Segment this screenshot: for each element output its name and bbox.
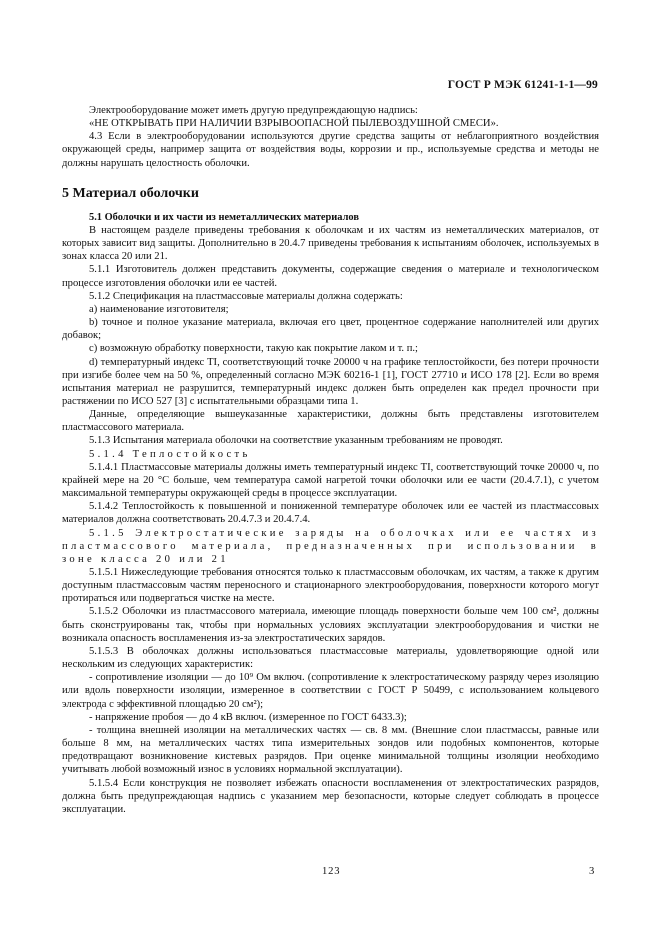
paragraph: 5.1.5.2 Оболочки из пластмассового материала, имеющие площадь поверхности больше чем 100 см², должны быть сконструированы так, чтобы при нормальных условиях эксплуатации электрооборудования и чистки не возникала опасность воспламенения из-за электростатических зарядов. (62, 606, 599, 644)
list-item: а) наименование изготовителя; (89, 303, 229, 315)
paragraph: 5.1.3 Испытания материала оболочки на соответствие указанным требованиям не проводят. (89, 435, 503, 447)
subsection-title: 5.1 Оболочки и их части из неметаллических материалов (89, 211, 359, 223)
paragraph: Электрооборудование может иметь другую предупреждающую надпись: (89, 105, 418, 116)
paragraph: 5.1.5.1 Нижеследующие требования относятся только к пластмассовым оболочкам, их частям, а также к другим доступным пластмассовым частям переносного и стационарного электрооборудования, поверхности которого могут протираться или подвергаться чистке на месте. (62, 567, 599, 605)
document-header: ГОСТ Р МЭК 61241-1-1—99 (447, 79, 598, 91)
paragraph: 4.3 Если в электрооборудовании используются другие средства защиты от неблагоприятного воздействия окружающей среды, например защита от воздействия воды, коррозии и пр., используемые средства и методы не должны нарушать целостность оболочки. (62, 131, 599, 169)
paragraph: 5.1.5.4 Если конструкция не позволяет избежать опасности воспламенения от электростатических разрядов, должна быть предупреждающая надпись с указанием мер безопасности, которые следует соблюдать в процессе эксплуатации. (62, 777, 599, 815)
paragraph: 5.1.1 Изготовитель должен представить документы, содержащие сведения о материале и технологическом процессе изготовления оболочки или ее частей. (62, 264, 599, 289)
list-item: - напряжение пробоя — до 4 кВ включ. (измеренное по ГОСТ 6433.3); (89, 711, 407, 723)
paragraph: 5.1.2 Спецификация на пластмассовые материалы должна содержать: (89, 290, 403, 302)
page-number: 3 (589, 866, 595, 877)
document-body (62, 104, 599, 816)
list-item: b) точное и полное указание материала, включая его цвет, процентное содержание наполнителей или других добавок; (62, 317, 599, 342)
paragraph: 5.1.5.3 В оболочках должны использоваться пластмассовые материалы, удовлетворяющие одной или нескольким из следующих характеристик: (62, 645, 599, 671)
clause-title: 5.1.5 Электростатические заряды на оболочках или ее частях из пластмассового материала, предназначенных при использовании в зоне класса 20 или 21 (62, 527, 599, 565)
list-item: - толщина внешней изоляции на металлических частях — св. 8 мм. (Внешние слои пластмассы, равные или больше 8 мм, на металлических частях типа измерительных зондов или подобных компонентов, которые предотвращают возникновение кистевых разрядов. При оценке минимальной толщины изоляции необходимо учитывать любой возможный износ в условиях нормальной эксплуатации). (62, 724, 599, 776)
list-item: - сопротивление изоляции — до 10⁹ Ом включ. (сопротивление к электростатическому разряду через изоляцию или вдоль поверхности изоляции, измеренное в соответствии с ГОСТ Р 50499, с использованием кольцевого электрода с эффективной площадью 20 см²); (62, 672, 599, 710)
paragraph: 5.1.4.2 Теплостойкость к повышенной и пониженной температуре оболочек или ее частей из пластмассовых материалов должна соответствовать 20.4.7.3 и 20.4.7.4. (62, 501, 599, 526)
section-title: 5 Материал оболочки (62, 185, 199, 201)
paragraph: 5.1.4.1 Пластмассовые материалы должны иметь температурный индекс TI, соответствующий точке 20000 ч, по крайней мере на 20 °С больше, чем температура самой нагретой точки оболочки или ее части (20.4.7.1), с учетом максимальной температуры окружающей среды в процессе эксплуатации. (62, 461, 599, 500)
paragraph: «НЕ ОТКРЫВАТЬ ПРИ НАЛИЧИИ ВЗРЫВООПАСНОЙ ПЫЛЕВОЗДУШНОЙ СМЕСИ». (89, 118, 499, 130)
paragraph: Данные, определяющие вышеуказанные характеристики, должны быть представлены изготовителем пластмассового материала. (62, 409, 599, 434)
clause-title: 5.1.4 Теплостойкость (89, 448, 251, 460)
list-item: d) температурный индекс TI, соответствующий точке 20000 ч на графике теплостойкости, без потери прочности при изгибе более чем на 50 %, определенный согласно МЭК 60216-1 [1], ГОСТ 27710 и ИСО 178 [2]. Если во время испытания материал не разрушится, температурный индекс должен быть определен как предел прочности при растяжении по ИСО 527 [3] с испытательными образцами типа 1. (62, 356, 599, 407)
list-item: с) возможную обработку поверхности, такую как покрытие лаком и т. п.; (89, 343, 418, 355)
sheet-number: 123 (322, 866, 341, 877)
paragraph: В настоящем разделе приведены требования к оболочкам и их частям из неметаллических материалов, от которых зависит вид защиты. Дополнительно в 20.4.7 приведены требования к испытаниям оболочек, используемых в зонах класса 20 или 21. (62, 224, 599, 263)
